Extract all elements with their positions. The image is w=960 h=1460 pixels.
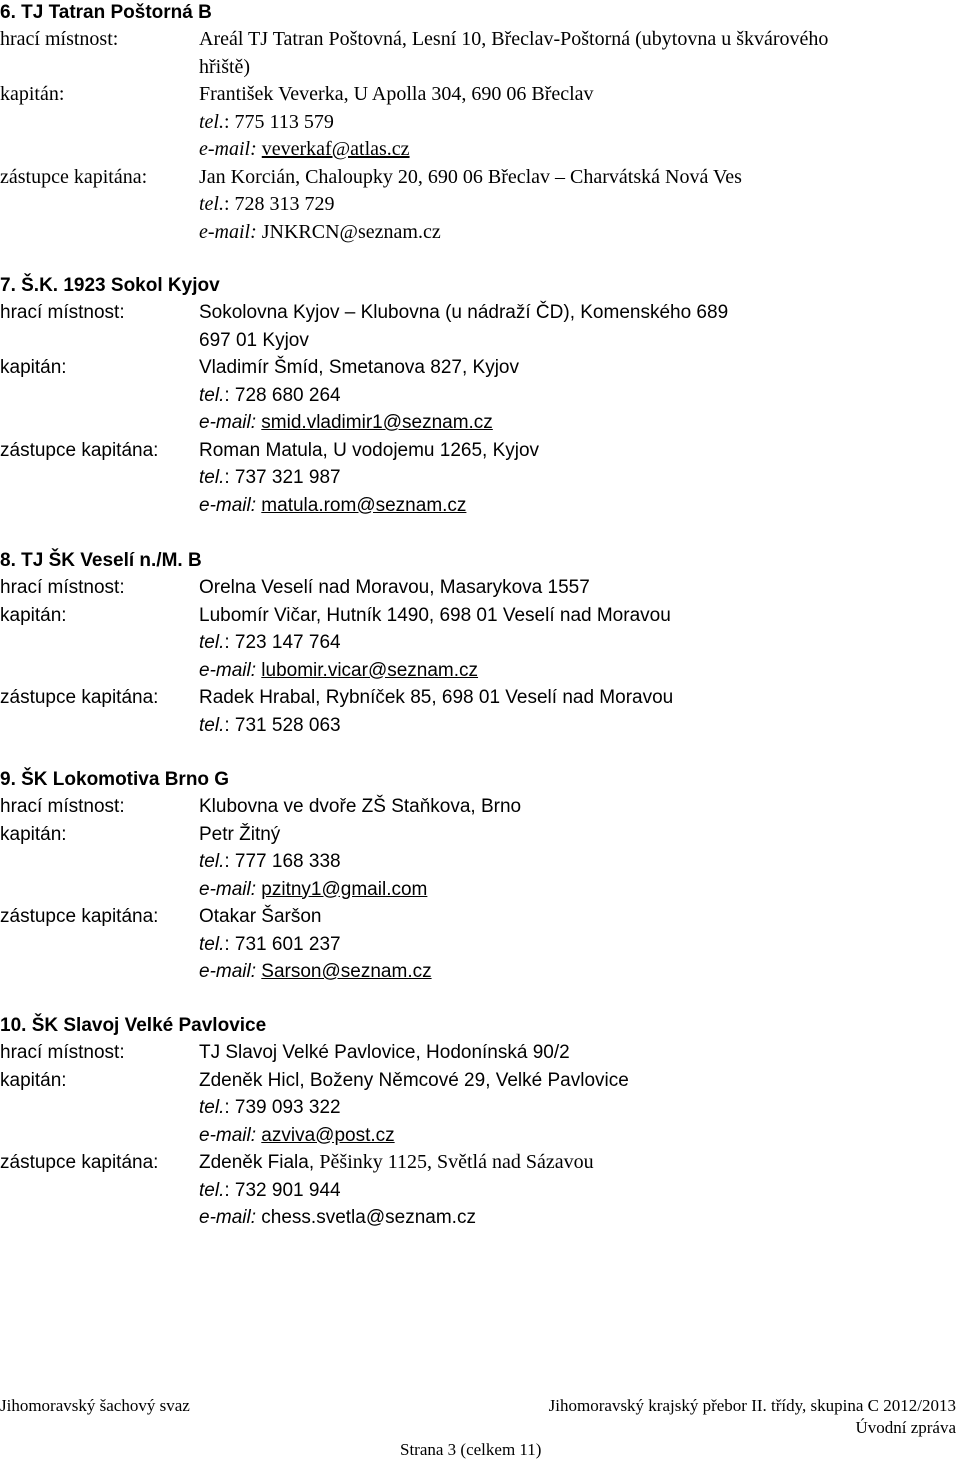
venue-label: hrací místnost: [0,28,119,50]
tel-value: : 723 147 764 [224,632,341,653]
club-title: 8. TJ ŠK Veselí n./M. B [0,550,202,571]
email-text: chess.svetla@seznam.cz [261,1207,476,1228]
tel-value: : 737 321 987 [224,467,341,488]
club-section [0,0,960,246]
captain-email-row [0,136,960,164]
tel-label: tel. [199,1097,225,1118]
email-label: e-mail: [199,220,257,243]
email-link[interactable]: veverkaf@atlas.cz [261,138,410,160]
tel-value: : 777 168 338 [224,851,341,872]
vice-name: Zdeněk Fiala, [199,1152,320,1173]
captain-email [199,876,427,904]
captain-tel [199,629,341,657]
captain-value: František Veverka, U Apolla 304, 690 06 Břeclav [199,83,594,105]
email-link[interactable]: pzitny1@gmail.com [261,878,428,900]
venue-value-cont: hřiště) [199,55,251,78]
email-label: e-mail: [199,961,257,982]
venue-row-cont [0,54,960,82]
vice-email-row [0,958,960,986]
venue-value: Klubovna ve dvoře ZŠ Staňkova, Brno [199,796,522,817]
captain-tel-row [0,848,960,876]
captain-tel-row [0,109,960,137]
email-label: e-mail: [199,138,257,160]
venue-row [0,299,960,327]
footer-right-title: Jihomoravský krajský přebor II. třídy, skupina C 2012/2013 [548,1396,956,1415]
vice-tel-row [0,191,960,219]
footer-page-number: Strana 3 (celkem 11) [400,1440,542,1459]
captain-label: kapitán: [0,604,67,626]
vice-email [199,492,466,520]
venue-value: TJ Slavoj Velké Pavlovice, Hodonínská 90/2 [199,1042,570,1063]
club-title: 6. TJ Tatran Poštorná B [0,2,212,23]
vice-email [199,1204,476,1232]
vice-row [0,684,960,712]
tel-label: tel. [199,851,225,872]
email-text: JNKRCN@seznam.cz [261,220,441,243]
email-label: e-mail: [199,878,257,900]
vice-email-row [0,219,960,247]
venue-value: Areál TJ Tatran Poštovná, Lesní 10, Břeclav-Poštorná (ubytovna u škvárového [199,28,829,50]
vice-tel-row [0,712,960,740]
club-section [0,767,960,986]
vice-label: zástupce kapitána: [0,165,148,188]
club-section [0,548,960,739]
vice-value: Otakar Šaršon [199,906,322,927]
email-link[interactable]: Sarson@seznam.cz [261,961,432,982]
footer-left: Jihomoravský šachový svaz [0,1396,190,1415]
captain-label: kapitán: [0,357,67,378]
footer-right-subtitle: Úvodní zpráva [855,1418,956,1437]
vice-tel-row [0,931,960,959]
email-label: e-mail: [199,494,257,516]
captain-tel [199,848,341,876]
venue-value-cont: 697 01 Kyjov [199,329,309,351]
captain-value: Petr Žitný [199,823,281,845]
captain-row [0,821,960,849]
vice-value: Jan Korcián, Chaloupky 20, 690 06 Břeclav – Charvátská Nová Ves [199,165,742,188]
email-label: e-mail: [199,1207,257,1228]
captain-label: kapitán: [0,1069,67,1091]
captain-email [199,1122,395,1150]
tel-label: tel. [199,384,225,406]
captain-tel-row [0,629,960,657]
vice-email [199,219,441,247]
club-section [0,273,960,519]
venue-value: Sokolovna Kyjov – Klubovna (u nádraží ČD), Komenského 689 [199,302,729,323]
vice-value [199,1149,594,1177]
vice-row [0,1149,960,1177]
vice-tel [199,1177,341,1205]
captain-email [199,136,410,164]
vice-email-row [0,1204,960,1232]
email-link[interactable]: matula.rom@seznam.cz [261,494,467,516]
venue-value: Orelna Veselí nad Moravou, Masarykova 1557 [199,577,590,598]
vice-label: zástupce kapitána: [0,687,159,708]
vice-row [0,164,960,192]
vice-row [0,437,960,465]
captain-email-row [0,1122,960,1150]
captain-label: kapitán: [0,823,67,845]
tel-label: tel. [199,933,225,955]
club-title: 10. ŠK Slavoj Velké Pavlovice [0,1015,267,1036]
vice-email-row [0,492,960,520]
tel-value: : 732 901 944 [224,1179,341,1201]
tel-value: : 739 093 322 [224,1097,341,1118]
tel-label: tel. [199,1179,225,1201]
vice-row [0,903,960,931]
email-link[interactable]: smid.vladimir1@seznam.cz [261,412,493,433]
captain-email [199,657,478,685]
email-label: e-mail: [199,1124,257,1146]
venue-row-cont [0,327,960,355]
venue-row [0,26,960,54]
captain-tel-row [0,1094,960,1122]
vice-label: zástupce kapitána: [0,1152,159,1173]
club-title: 7. Š.K. 1923 Sokol Kyjov [0,275,220,296]
captain-email [199,409,493,437]
captain-label: kapitán: [0,83,65,105]
vice-value: Radek Hrabal, Rybníček 85, 698 01 Veselí nad Moravou [199,687,674,708]
captain-value: Vladimír Šmíd, Smetanova 827, Kyjov [199,357,519,378]
captain-tel [199,109,334,137]
captain-email-row [0,409,960,437]
vice-value: Roman Matula, U vodojemu 1265, Kyjov [199,439,540,461]
email-label: e-mail: [199,659,257,681]
email-label: e-mail: [199,412,257,433]
tel-value: : 731 528 063 [224,714,341,736]
captain-value: Zdeněk Hicl, Boženy Němcové 29, Velké Pavlovice [199,1069,629,1091]
tel-value: : 775 113 579 [224,110,334,133]
vice-label: zástupce kapitána: [0,906,159,927]
tel-label: tel. [199,714,225,736]
tel-label: tel. [199,193,224,215]
tel-label: tel. [199,467,225,488]
venue-label: hrací místnost: [0,796,125,817]
vice-email [199,958,432,986]
club-title: 9. ŠK Lokomotiva Brno G [0,769,230,790]
captain-row [0,354,960,382]
captain-tel [199,382,341,410]
tel-label: tel. [199,110,224,133]
captain-email-row [0,657,960,685]
tel-value: : 728 313 729 [224,193,335,215]
captain-value: Lubomír Vičar, Hutník 1490, 698 01 Veselí nad Moravou [199,604,671,626]
captain-tel-row [0,382,960,410]
captain-row [0,602,960,630]
club-section [0,1013,960,1232]
venue-row [0,574,960,602]
vice-tel [199,191,335,219]
vice-tel [199,464,341,492]
tel-value: : 728 680 264 [224,384,341,406]
vice-tel-row [0,1177,960,1205]
vice-tel-row [0,464,960,492]
venue-row [0,1039,960,1067]
vice-tel [199,931,341,959]
venue-row [0,793,960,821]
venue-label: hrací místnost: [0,1042,125,1063]
captain-row [0,1067,960,1095]
vice-tel [199,712,341,740]
vice-label: zástupce kapitána: [0,439,159,461]
email-link[interactable]: lubomir.vicar@seznam.cz [261,659,479,681]
captain-row [0,81,960,109]
venue-label: hrací místnost: [0,577,125,598]
tel-label: tel. [199,632,225,653]
captain-tel [199,1094,341,1122]
captain-email-row [0,876,960,904]
vice-address: Pěšinky 1125, Světlá nad Sázavou [319,1151,594,1173]
email-link[interactable]: azviva@post.cz [261,1124,395,1146]
tel-value: : 731 601 237 [224,933,341,955]
venue-label: hrací místnost: [0,302,125,323]
